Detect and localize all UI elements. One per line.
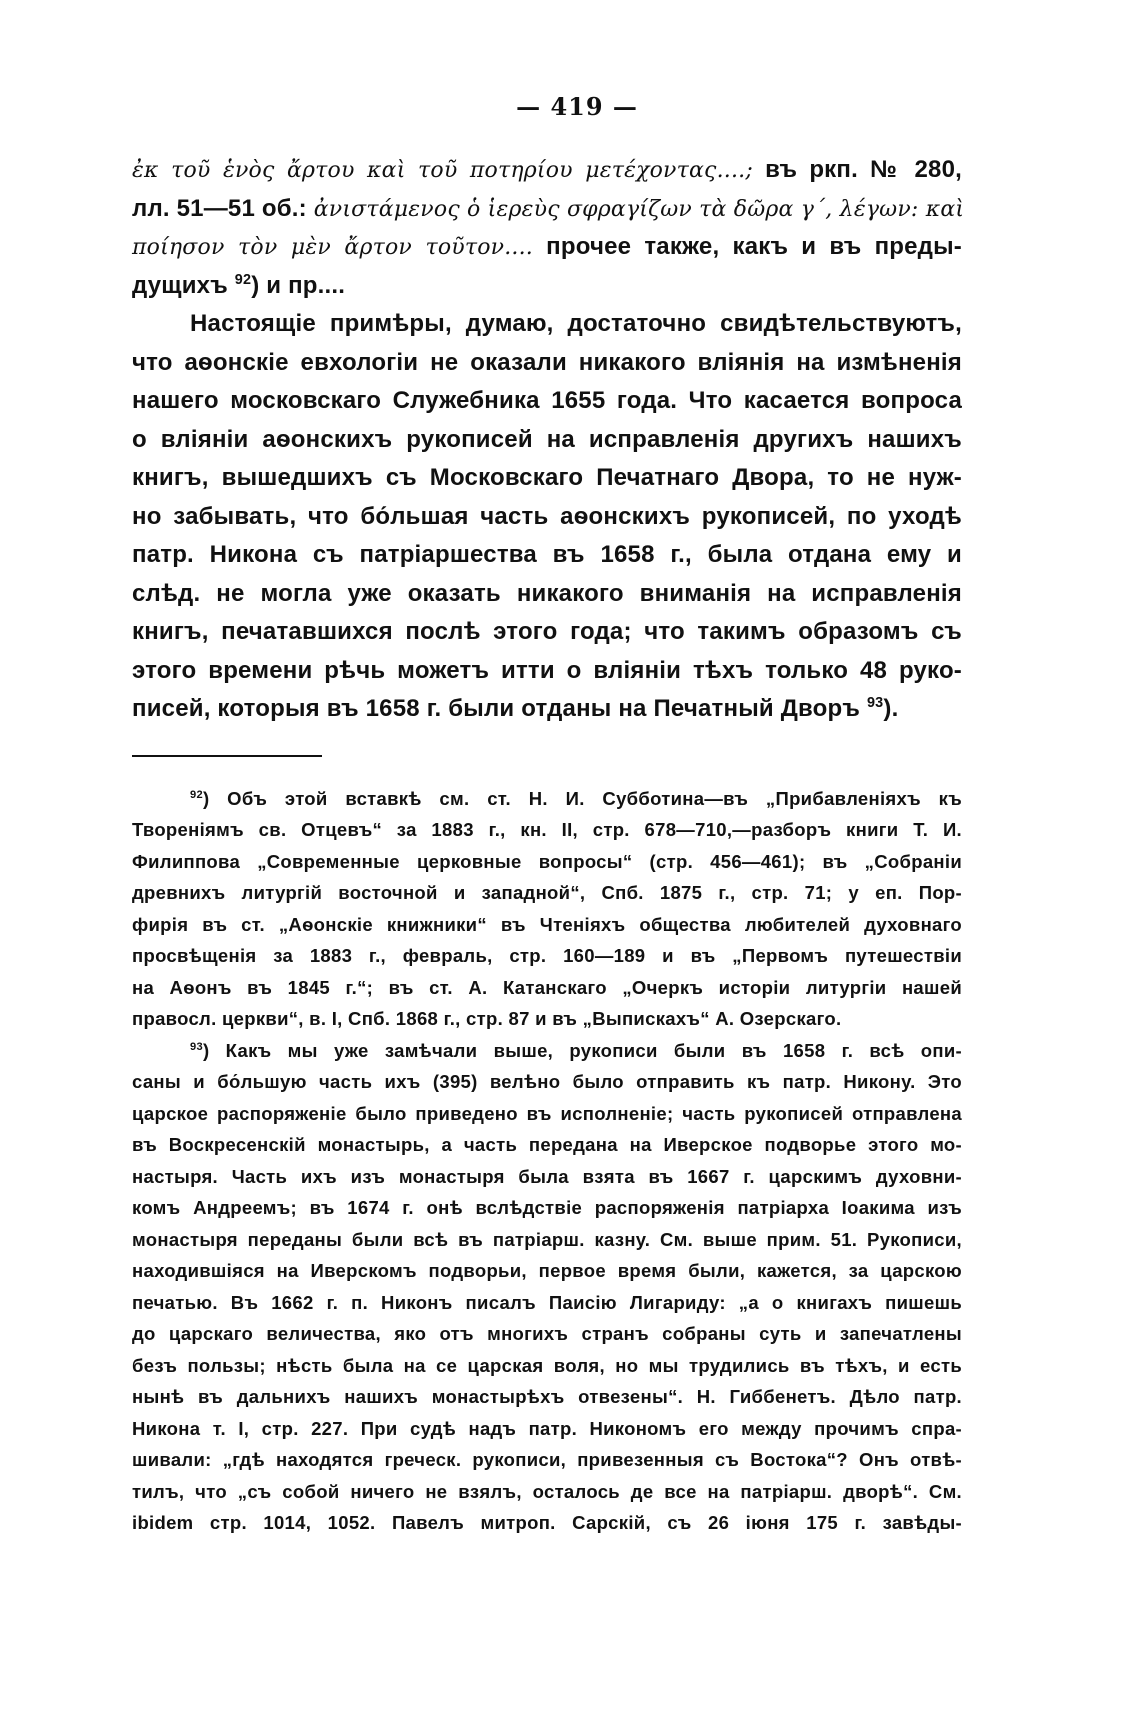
text-line: слѣд. не могла уже оказать никакого вниманія на исправленія	[132, 579, 962, 607]
footnote-line: ibidem стр. 1014, 1052. Павелъ митроп. Сарскій, съ 26 іюня 175 г. завѣды-	[132, 1512, 962, 1533]
footnote-line: древнихъ литургій восточной и западной“, Спб. 1875 г., стр. 71; у еп. Пор-	[132, 882, 962, 903]
text-line: Настоящіе примѣры, думаю, достаточно свидѣтельствуютъ,	[190, 310, 962, 337]
footnote-line	[132, 783, 962, 815]
footnote-line: саны и бо́льшую часть ихъ (395) велѣно было отправить къ патр. Никону. Это	[132, 1071, 962, 1092]
footnote-line	[132, 1035, 962, 1067]
text-line: патр. Никона съ патріаршества въ 1658 г., была отдана ему и	[132, 541, 962, 568]
text-line: что аѳонскіе евхологіи не оказали никакого вліянія на измѣненія	[132, 348, 962, 376]
footnote-line: въ Воскресенскій монастырь, а часть передана на Иверское подворье этого мо-	[132, 1134, 962, 1155]
text-line	[132, 267, 962, 306]
line-text: лл. 51—51 об.:	[132, 194, 314, 222]
greek-quote: ἀνιστάμενος ὁ ἱερεὺς σφραγίζων τὰ δῶρα γ΄, λέγων: καὶ	[313, 196, 965, 222]
footnote-line: нынѣ въ дальнихъ нашихъ монастырѣхъ отвезены“. Н. Гиббенетъ. Дѣло патр.	[132, 1386, 962, 1407]
footnote-divider	[132, 755, 322, 757]
line-text: прочее также, какъ и въ преды-	[533, 233, 962, 260]
text-line: книгъ, вышедшихъ съ Московскаго Печатнаго Двора, то не нуж-	[132, 464, 962, 491]
text-line: этого времени рѣчь можетъ итти о вліяніи тѣхъ только 48 руко-	[132, 656, 962, 684]
text-line: книгъ, печатавшихся послѣ этого года; что такимъ образомъ съ	[132, 618, 962, 645]
footnote-ref: 92	[234, 271, 252, 288]
footnote-line: Филиппова „Современные церковные вопросы“ (стр. 456—461); въ „Собраніи	[132, 850, 962, 872]
greek-quote: ποίησον τὸν μὲν ἄρτον τοῦτον....	[132, 235, 533, 260]
footnote-line: тилъ, что „съ собой ничего не взялъ, осталось де все на патріарш. дворѣ“. См.	[132, 1480, 962, 1502]
text-line: нашего московскаго Служебника 1655 года. Что касается вопроса	[132, 387, 962, 414]
text-line	[132, 190, 965, 229]
footnote-line: фирія въ ст. „Аѳонскіе книжники“ въ Чтеніяхъ общества любителей духовнаго	[132, 913, 962, 935]
text-line: но забывать, что бо́льшая часть аѳонскихъ рукописей, по уходѣ	[132, 502, 962, 530]
text-line	[132, 228, 962, 267]
page-number: — 419 —	[516, 92, 638, 121]
footnote-line: правосл. церкви“, в. I, Спб. 1868 г., стр. 87 и въ „Выпискахъ“ А. Озерскаго.	[132, 1008, 842, 1029]
footnote-line: Никона т. I, стр. 227. При судѣ надъ патр. Никономъ его между прочимъ спра-	[132, 1417, 962, 1439]
footnotes	[132, 783, 962, 1539]
line-text: ).	[883, 695, 899, 722]
footnote-line: безъ пользы; нѣсть была на се царская воля, но мы трудились въ тѣхъ, и есть	[132, 1354, 962, 1376]
footnote-line: просвѣщенія за 1883 г., февраль, стр. 160—189 и въ „Первомъ путешествіи	[132, 945, 962, 966]
footnote-marker: 92	[190, 788, 203, 801]
footnote-line: Твореніямъ св. Отцевъ“ за 1883 г., кн. II, стр. 678—710,—разборъ книги Т. И.	[132, 819, 962, 840]
text-line: о вліяніи аѳонскихъ рукописей на исправленія другихъ нашихъ	[132, 425, 962, 453]
footnote-line: шивали: „гдѣ находятся греческ. рукописи, привезенныя съ Востока“? Онъ отвѣ-	[132, 1449, 962, 1470]
footnote-text: ) Какъ мы уже замѣчали выше, рукописи были въ 1658 г. всѣ опи-	[202, 1039, 962, 1061]
line-text: въ ркп. № 280,	[752, 156, 962, 183]
footnote-line: настыря. Часть ихъ изъ монастыря была взята въ 1667 г. царскимъ духовни-	[132, 1165, 962, 1187]
main-text	[132, 151, 965, 729]
line-text: ) и пр....	[251, 271, 346, 299]
book-page	[132, 92, 965, 1539]
footnote-line: находившіяся на Иверскомъ подворьи, первое время были, кажется, за царскою	[132, 1260, 962, 1281]
footnote-marker: 93	[190, 1040, 203, 1053]
footnote-line: на Аѳонъ въ 1845 г.“; въ ст. А. Катанскаго „Очеркъ исторіи литургіи нашей	[132, 976, 962, 998]
footnote-line: печатью. Въ 1662 г. п. Никонъ писалъ Паисію Лигариду: „а о книгахъ пишешь	[132, 1291, 962, 1313]
line-text: дущихъ	[132, 271, 235, 299]
text-line	[132, 690, 962, 729]
footnote-line: комъ Андреемъ; въ 1674 г. онѣ вслѣдствіе распоряженія патріарха Іоакима изъ	[132, 1197, 962, 1218]
text-line	[132, 151, 962, 190]
footnote-line: до царскаго величества, яко отъ многихъ странъ собраны суть и запечатлены	[132, 1323, 962, 1344]
greek-quote: ἐκ τοῦ ἑνὸς ἄρτου καὶ τοῦ ποτηρίου μετέχοντας....;	[132, 158, 753, 183]
footnote-line: царское распоряженіе было приведено въ исполненіе; часть рукописей отправлена	[132, 1102, 962, 1124]
line-text: писей, которыя въ 1658 г. были отданы на Печатный Дворъ	[132, 695, 867, 722]
footnote-ref: 93	[866, 695, 884, 711]
footnote-line: монастыря переданы были всѣ въ патріарш. казну. См. выше прим. 51. Рукописи,	[132, 1228, 962, 1250]
footnote-text: ) Объ этой вставкѣ см. ст. Н. И. Субботина—въ „Прибавленіяхъ къ	[202, 787, 962, 809]
